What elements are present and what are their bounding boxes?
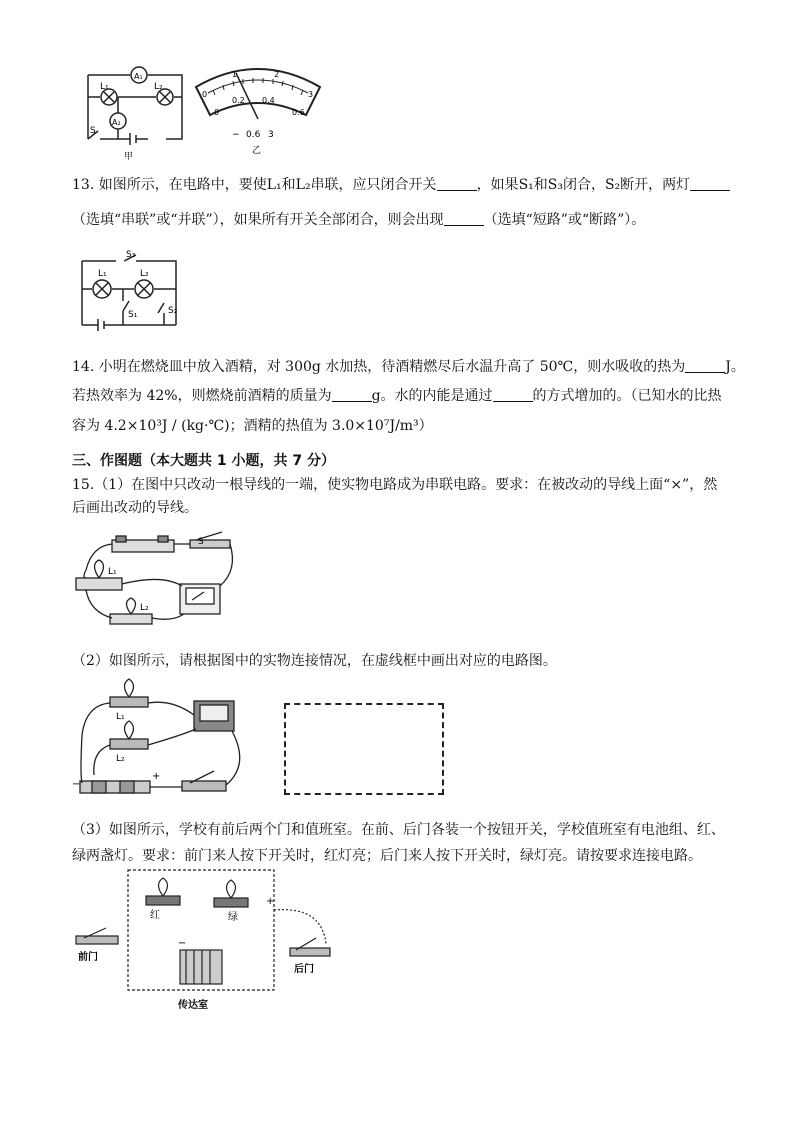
figure-yi-label: 乙 — [252, 146, 262, 156]
battery-minus-label: − — [72, 779, 81, 790]
switch-s1-label: S₁ — [128, 310, 138, 320]
switch-s2-label: S₂ — [168, 306, 178, 316]
q14-blank-1[interactable] — [685, 358, 725, 373]
q14-line-2: 若热效率为 42%，则燃烧前酒精的质量为 g。水的内能是通过 的方式增加的。（已知水的比热 — [72, 388, 722, 404]
front-door-label: 前门 — [78, 952, 98, 963]
lamp-l1-label: L₁ — [108, 567, 117, 577]
ammeter-a1-label: A₁ — [134, 72, 143, 81]
lamp-l1-label: L₁ — [100, 82, 109, 92]
dial-bottom-tick-2: 0.4 — [262, 96, 275, 105]
dial-top-tick-0: 0 — [202, 90, 208, 99]
terminal-minus: − — [232, 130, 240, 140]
q13-blank-2[interactable] — [690, 176, 730, 191]
q13-blank-3[interactable] — [444, 211, 484, 226]
q15-part3-line-2: 绿两盏灯。要求：前门来人按下开关时，红灯亮；后门来人按下开关时，绿灯亮。请按要求连接电路。 — [72, 848, 702, 864]
battery-plus-label: + — [266, 896, 275, 907]
switch-s3-label: S₃ — [126, 250, 136, 260]
q12-ammeter-dial-yi — [188, 57, 328, 167]
lamp-l2-label: L₂ — [140, 269, 149, 279]
terminal-3: 3 — [268, 130, 274, 140]
dial-bottom-tick-1: 0.2 — [232, 96, 245, 105]
dial-bottom-tick-3: 0.6 — [292, 108, 305, 117]
q14-line-3: 容为 4.2×10³J / (kg·℃)；酒精的热值为 3.0×10⁷J/m³） — [72, 418, 433, 434]
q15-part1-line-1: 15.（1）在图中只改动一根导线的一端，使实物电路成为串联电路。要求：在被改动的导线上面“×”，然 — [72, 477, 718, 493]
figure-jia-label: 甲 — [124, 152, 134, 162]
lamp-l1-label: L₁ — [98, 269, 107, 279]
q13-line-1: 13. 如图所示，在电路中，要使L₁和L₂串联，应只闭合开关 ，如果S₁和S₃闭合，S₂断开，两灯 — [72, 175, 730, 195]
q15-part2-answer-box[interactable] — [284, 703, 444, 795]
dial-top-tick-2: 2 — [274, 70, 280, 79]
terminal-0-6: 0.6 — [246, 130, 261, 140]
q14-line-1: 14. 小明在燃烧皿中放入酒精，对 300g 水加热，待酒精燃尽后水温升高了 50℃，则水吸收的热为 J。 — [72, 359, 745, 375]
q13-line-2: （选填“串联”或“并联”），如果所有开关全部闭合，则会出现 （选填“短路”或“断路”）。 — [72, 212, 646, 228]
dial-top-tick-3: 3 — [308, 90, 314, 99]
q13-blank-1[interactable] — [437, 176, 477, 191]
red-lamp-label: 红 — [150, 910, 160, 921]
q15-part3-line-1: （3）如图所示，学校有前后两个门和值班室。在前、后门各装一个按钮开关，学校值班室有电池组、红、 — [72, 822, 725, 838]
battery-plus-label: + — [152, 771, 161, 782]
lamp-l2-label: L₂ — [140, 603, 149, 613]
dial-bottom-tick-0: 0 — [214, 108, 220, 117]
q15-part2-line: （2）如图所示，请根据图中的实物连接情况，在虚线框中画出对应的电路图。 — [72, 653, 557, 669]
q12-circuit-diagram-jia — [80, 55, 190, 165]
lamp-l2-label: L₂ — [154, 82, 163, 92]
lamp-l1-label: L₁ — [116, 712, 125, 722]
switch-s-label: S — [198, 537, 204, 547]
duty-room-label: 传达室 — [178, 1000, 208, 1011]
q15-part3-school-circuit — [72, 866, 342, 1016]
q15-part2-physical-circuit — [72, 675, 252, 805]
q14-blank-3[interactable] — [493, 387, 533, 402]
q15-part1-physical-circuit — [72, 530, 242, 640]
q13-circuit-diagram — [76, 245, 186, 337]
battery-minus-label: − — [178, 938, 187, 949]
green-lamp-label: 绿 — [228, 912, 238, 923]
section-3-title: 三、作图题（本大题共 1 小题，共 7 分） — [72, 453, 335, 469]
q15-part1-line-2: 后画出改动的导线。 — [72, 500, 198, 516]
ammeter-a2-label: A₂ — [112, 118, 121, 127]
switch-s-label: S — [90, 126, 96, 136]
lamp-l2-label: L₂ — [116, 754, 125, 764]
q14-blank-2[interactable] — [332, 387, 372, 402]
dial-top-tick-1: 1 — [232, 70, 238, 79]
back-door-label: 后门 — [294, 964, 314, 975]
